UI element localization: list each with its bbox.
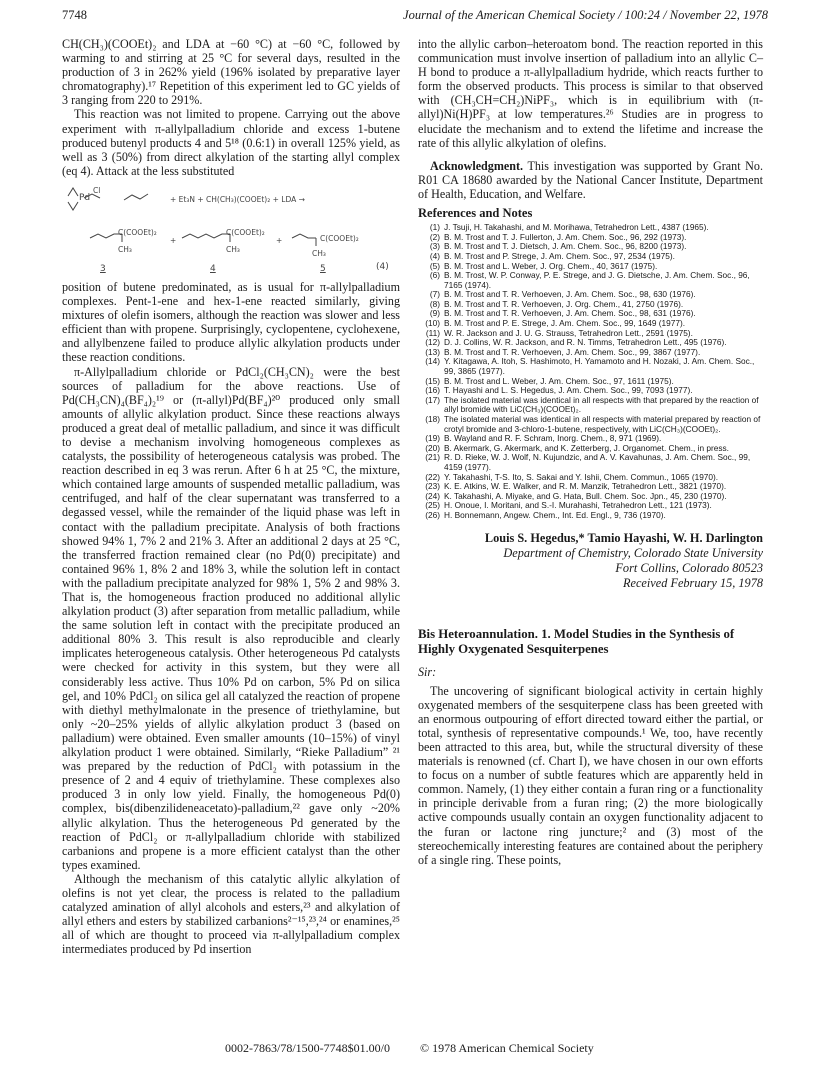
acknowledgment-label: Acknowledgment. bbox=[430, 158, 524, 173]
reference-text: J. Tsuji, H. Takahashi, and M. Morihawa, Tetrahedron Lett., 4387 (1965). bbox=[444, 222, 709, 233]
cl-label: Cl bbox=[93, 185, 101, 195]
product4-substituent: C(COOEt)₂ bbox=[226, 227, 265, 237]
reference-number: (20) bbox=[425, 442, 440, 453]
reference-number: (16) bbox=[425, 385, 440, 396]
reference-item bbox=[418, 453, 763, 472]
footer-copyright: © 1978 American Chemical Society bbox=[420, 1041, 594, 1055]
reference-number: (1) bbox=[429, 222, 440, 233]
reference-number: (10) bbox=[425, 318, 440, 329]
plus-sign: + bbox=[276, 235, 283, 245]
page-number: 7748 bbox=[62, 8, 87, 22]
reference-number: (2) bbox=[429, 231, 440, 242]
footer-code: 0002-7863/78/1500-7748$01.00/0 bbox=[225, 1041, 390, 1055]
reference-item bbox=[418, 271, 763, 290]
reaction-scheme-eq4 bbox=[62, 184, 400, 276]
reference-text: Y. Kitagawa, A. Itoh, S. Hashimoto, H. Yamamoto and H. Nozaki, J. Am. Chem. Soc., 99, 3865 (1977). bbox=[444, 356, 755, 377]
paragraph: CH(CH₃)(COOEt)₂ and LDA at −60 °C) at −60 °C, followed by warming to and stirring at 25 °C for several days, resulted in the production of 3 in 262% yield (196% isolated by preparative layer chromatography).¹⁷ Repetition of this experiment led to GC yields of 3 ranging from 220 to 291%. bbox=[62, 37, 400, 108]
references-list bbox=[418, 223, 763, 520]
reference-number: (13) bbox=[425, 346, 440, 357]
equation-number: (4) bbox=[376, 261, 389, 272]
reference-item bbox=[418, 396, 763, 415]
reference-text: B. M. Trost and T. R. Verhoeven, J. Am. Chem. Soc., 98, 630 (1976). bbox=[444, 289, 696, 300]
reference-text: T. Hayashi and L. S. Hegedus, J. Am. Chem. Soc., 99, 7093 (1977). bbox=[444, 385, 693, 396]
left-column bbox=[62, 37, 400, 956]
compound-label-3: 3 bbox=[100, 263, 106, 274]
reference-number: (11) bbox=[425, 327, 440, 338]
reference-text: B. M. Trost and T. R. Verhoeven, J. Am. Chem. Soc., 99, 3867 (1977). bbox=[444, 346, 701, 357]
reference-number: (8) bbox=[429, 298, 440, 309]
reference-text: H. Bonnemann, Angew. Chem., Int. Ed. Engl., 9, 736 (1970). bbox=[444, 509, 666, 520]
reference-item bbox=[418, 511, 763, 521]
reference-number: (23) bbox=[425, 481, 440, 492]
paragraph: Although the mechanism of this catalytic allylic alkylation of olefins is not yet clear, the process is related to the palladium catalyzed amination of allyl alcohols and esters,²³ and alkylation of allyl ethers and esters by stabilized carbanions²⁻¹⁵,²³,²⁴ or enamines,²⁵ all of which are thought to proceed via π-allylpalladium complex intermediates produced by Pd insertion bbox=[62, 871, 400, 957]
reference-text: B. M. Trost and L. Weber, J. Am. Chem. Soc., 97, 1611 (1975). bbox=[444, 375, 674, 386]
references-heading: References and Notes bbox=[418, 206, 533, 221]
paragraph: position of butene predominated, as is usual for π-allylpalladium complexes. Pent-1-ene and hex-1-ene reacted similarly, giving mixtures of olefin isomers, although the reaction was slower and less efficient than with propene. Surprisingly, cyclopentene, cyclohexene, and allylbenzene failed to produce allylic alkylation products under these reaction conditions. bbox=[62, 279, 400, 365]
product5-methyl: CH₃ bbox=[312, 248, 326, 258]
reference-text: D. J. Collins, W. R. Jackson, and R. N. Timms, Tetrahedron Lett., 495 (1976). bbox=[444, 337, 727, 348]
reference-number: (14) bbox=[425, 356, 440, 367]
reference-number: (6) bbox=[429, 270, 440, 281]
reference-text: B. Akermark, G. Akermark, and K. Zetterberg, J. Organomet. Chem., in press. bbox=[444, 442, 729, 453]
reference-text: The isolated material was identical in all respects with material prepared by reaction of crotyl bromide and 3-chloro-1-butene, respectively, with LiC(CH₃)(COOEt)₂. bbox=[444, 414, 761, 434]
paragraph: This reaction was not limited to propene. Carrying out the above experiment with π-allylpalladium chloride and excess 1-butene produced butenyl products 4 and 5¹⁸ (0.6:1) in overall 125% yield, as well as 3 (50%) from direct alkylation of the starting allyl complex (eq 4). Attack at the less substituted bbox=[62, 107, 400, 178]
reference-number: (9) bbox=[429, 308, 440, 319]
allyl-bond bbox=[68, 188, 78, 196]
reference-number: (19) bbox=[425, 433, 440, 444]
product3-substituent: C(COOEt)₂ bbox=[118, 227, 157, 237]
compound-label-4: 4 bbox=[210, 263, 216, 274]
reference-text: H. Onoue, I. Moritani, and S.-I. Murahashi, Tetrahedron Lett., 121 (1973). bbox=[444, 500, 712, 511]
salutation: Sir: bbox=[418, 664, 437, 679]
reference-number: (5) bbox=[429, 260, 440, 271]
author-block bbox=[418, 531, 763, 591]
received-date: Received February 15, 1978 bbox=[623, 575, 763, 590]
article-title: Bis Heteroannulation. 1. Model Studies in the Synthesis of Highly Oxygenated Sesquiterpenes bbox=[418, 626, 735, 656]
reference-number: (21) bbox=[425, 452, 440, 463]
compound-label-5: 5 bbox=[320, 263, 326, 274]
product3-methyl: CH₃ bbox=[118, 244, 132, 254]
reference-number: (17) bbox=[425, 394, 440, 405]
reference-text: B. M. Trost, W. P. Conway, P. E. Strege, and J. G. Dietsche, J. Am. Chem. Soc., 96, 7165 (1974). bbox=[444, 270, 750, 290]
reference-text: The isolated material was identical in all respects with that prepared by the reaction of allyl bromide with LiC(CH₃)(COOEt)₂. bbox=[444, 394, 759, 415]
reference-number: (7) bbox=[429, 289, 440, 300]
reference-number: (15) bbox=[425, 375, 440, 386]
reference-text: B. M. Trost and P. Strege, J. Am. Chem. Soc., 97, 2534 (1975). bbox=[444, 250, 675, 261]
reference-text: W. R. Jackson and J. U. G. Strauss, Tetrahedron Lett., 2591 (1975). bbox=[444, 327, 693, 338]
reference-text: K. Takahashi, A. Miyake, and G. Hata, Bull. Chem. Soc. Jpn., 45, 230 (1970). bbox=[444, 490, 727, 501]
journal-citation: Journal of the American Chemical Society / 100:24 / November 22, 1978 bbox=[403, 8, 768, 22]
reference-text: B. M. Trost and T. R. Verhoeven, J. Org. Chem., 41, 2750 (1976). bbox=[444, 298, 684, 309]
reference-text: B. M. Trost and T. R. Verhoeven, J. Am. Chem. Soc., 98, 631 (1976). bbox=[444, 308, 696, 319]
paragraph: The uncovering of significant biological activity in certain highly oxygenated members of the sesquiterpene class has been greeted with an enormous outpouring of effort directed toward either the partial, or total, synthesis of representative compounds.¹ We, too, have recently been attracted to this area, but, while the structural diversity of these materials is renowned (cf. Chart I), we have chosen in our own efforts to focus on a number of subtle features which are apparently held in common. Namely, (1) they either contain a furan ring or a functionality in principle derivable from a furan ring; (2) the more biologically active compounds usually contain an oxygen functionality adjacent to the furan or lactone ring juncture;² and (3) most of the stereochemically interesting features are contained about the periphery of a single ring. These points, bbox=[418, 683, 763, 867]
paragraph: π-Allylpalladium chloride or PdCl₂(CH₃CN)₂ were the best sources of palladium for the above reactions. Use of Pd(CH₃CN)₄(BF₄)₂¹⁹ or (π-allyl)Pd(BF₄)²⁰ produced only small amounts of allylic alkylation product. Since these reactions always produced a great deal of metallic palladium, and since it was difficult to devise a mechanism involving homogeneous complexes as catalysts, the possibility of heterogeneous catalysis was probed. The reaction described in eq 3 was rerun. After 6 h at 25 °C, the mixture, which contained large amounts of suspended metallic palladium, was centrifuged, and half of the clear supernatant was transferred to a degassed vessel, while the remainder of the liquid phase was left in contact with the palladium precipitate. Analysis of both fractions showed 94% 1, 7% 2 and 21% 3. After an additional 2 days at 25 °C, the transferred fraction remained clear (no Pd(0) precipitate) and contained 96% 1, 8% 2 and 18% 3, while the solution left in contact with the palladium precipitate analyzed for 98% 1, 5% 2 and 98% 3. That is, the homogeneous fraction produced no additional allylic alkylation product (3) after separation from metallic palladium, while the same solution left in contact with the precipitate produced an additional 80% 3. This result is also reproducible and clearly implicates heterogeneous catalysis. Other heterogeneous Pd catalysts were checked for activity in this system, but they were all considerably less active. Thus 10% Pd on carbon, 5% Pd on silica gel, and 10% PdCl₂ on silica gel all catalyzed the reaction of propene with diethyl methylmalonate in the presence of triethylamine, but only ~20–25% yields of allylic alkylation product 3 (based on palladium) were obtained. Even smaller amounts (10–15%) of vinyl alkylation product 1 were obtained. Similarly, “Rieke Palladium” ²¹ was prepared by the reduction of PdCl₂ with potassium in the presence of 2 and 4 equiv of triethylamine. These complexes also produced 3 in only low yield. Finally, the homogeneous Pd(0) complex, bis(dibenzilideneacetato)-palladium,²² gave only ~20% allylic alkylation. Thus the heterogeneous Pd generated by the reaction of PdCl₂ or π-allylpalladium chloride with stabilized carbanions and propene is a more efficient catalyst than the other types examined. bbox=[62, 364, 400, 872]
reference-text: K. E. Atkins, W. E. Walker, and R. M. Manzik, Tetrahedron Lett., 3821 (1970). bbox=[444, 481, 727, 492]
authors: Louis S. Hegedus,* Tamio Hayashi, W. H. Darlington bbox=[484, 530, 763, 545]
reference-text: Y. Takahashi, T-S. Ito, S. Sakai and Y. Ishii, Chem. Commun., 1065 (1970). bbox=[444, 471, 719, 482]
reference-item bbox=[418, 415, 763, 434]
reference-text: B. M. Trost and T. J. Fullerton, J. Am. Chem. Soc., 96, 292 (1973). bbox=[444, 231, 687, 242]
reference-number: (26) bbox=[425, 509, 440, 520]
butene-line bbox=[124, 194, 148, 200]
affiliation-city: Fort Collins, Colorado 80523 bbox=[615, 560, 763, 575]
reference-number: (18) bbox=[425, 414, 440, 424]
reference-number: (12) bbox=[425, 337, 440, 348]
product4-line bbox=[182, 234, 230, 238]
plus-sign: + bbox=[170, 235, 177, 245]
pd-label: Pd bbox=[79, 192, 91, 203]
reference-number: (22) bbox=[425, 471, 440, 482]
allyl-bond bbox=[68, 202, 78, 210]
reference-number: (4) bbox=[429, 250, 440, 261]
paragraph: into the allylic carbon–heteroatom bond. The reaction reported in this communication must involve insertion of palladium into an allylic C–H bond to produce a π-allylpalladium hydride, which reacts further to form the observed products. This process is similar to that observed with (CH₃CH=CH₂)NiPF₃, which is in equilibrium with (π-allyl)Ni(H)PF₃ at low temperatures.²⁶ Studies are in progress to elucidate the mechanism and to extend the lifetime and increase the rate of this allylic alkylation of olefins. bbox=[418, 37, 763, 150]
reference-text: B. M. Trost and P. E. Strege, J. Am. Chem. Soc., 99, 1649 (1977). bbox=[444, 318, 686, 329]
product5-line bbox=[292, 234, 316, 238]
reference-number: (24) bbox=[425, 490, 440, 501]
affiliation-department: Department of Chemistry, Colorado State University bbox=[503, 545, 763, 560]
product5-substituent: C(COOEt)₂ bbox=[320, 233, 359, 243]
acknowledgment bbox=[418, 159, 763, 201]
reference-text: B. Wayland and R. F. Schram, Inorg. Chem., 8, 971 (1969). bbox=[444, 433, 662, 444]
reference-number: (3) bbox=[429, 241, 440, 252]
reagents-label: + Et₃N + CH(CH₃)(COOEt)₂ + LDA → bbox=[170, 194, 305, 204]
reference-text: R. D. Rieke, W. J. Wolf, N. Kujundzic, and A. V. Kavahunas, J. Am. Chem. Soc., 99, 4159 (1977). bbox=[444, 452, 751, 472]
product4-methyl: CH₃ bbox=[226, 244, 240, 254]
reference-item bbox=[418, 357, 763, 376]
reference-text: B. M. Trost and L. Weber, J. Org. Chem., 40, 3617 (1975). bbox=[444, 260, 658, 271]
reference-number: (25) bbox=[425, 500, 440, 511]
acknowledgment-text: This investigation was supported by Grant No. R01 CA 18680 awarded by the National Cancer Institute, Department of Health, Education, and Welfare. bbox=[418, 158, 763, 201]
reference-text: B. M. Trost and T. J. Dietsch, J. Am. Chem. Soc., 96, 8200 (1973). bbox=[444, 241, 687, 252]
right-column bbox=[418, 37, 763, 867]
